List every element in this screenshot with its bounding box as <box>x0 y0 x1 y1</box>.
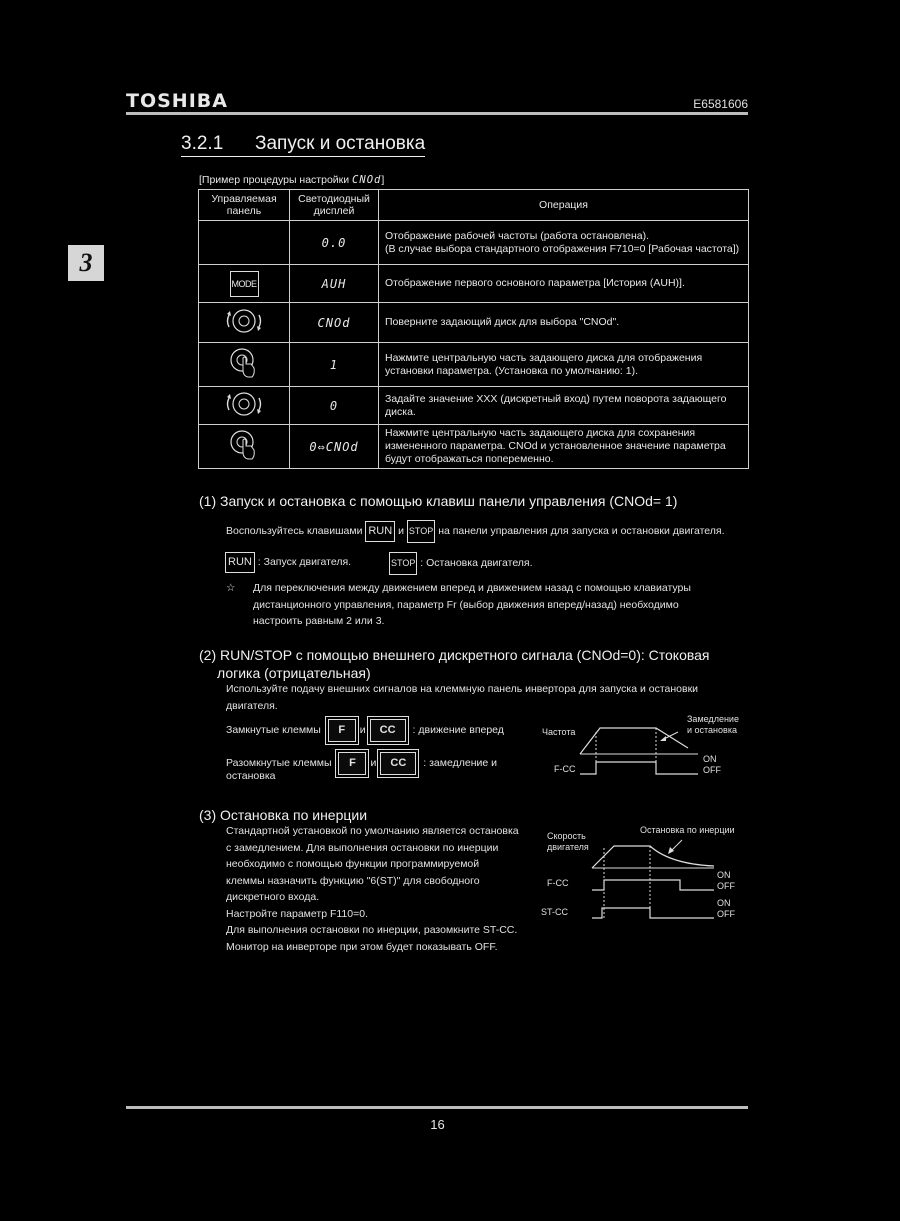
part1-text-a: Воспользуйтесь клавишами <box>226 525 363 537</box>
setup-procedure-table <box>198 189 749 469</box>
part2-heading <box>199 646 710 682</box>
body-line: клеммы назначить функцию "6(ST)" для свободного <box>226 874 480 887</box>
operation-cell <box>379 221 749 265</box>
note-line: дистанционного управления, параметр Fr (выбор движения вперед/назад) необходимо <box>253 598 679 611</box>
example-code: CNOd <box>352 174 382 186</box>
col-header-display: Светодиодный дисплей <box>290 190 379 221</box>
star-icon: ☆ <box>226 582 236 594</box>
freq-timing-diagram <box>580 722 700 782</box>
document-id: E6581606 <box>693 97 748 111</box>
part1-heading: (1) Запуск и остановка с помощью клавиш панели управления (CNOd= 1) <box>199 493 678 509</box>
table-row <box>199 425 749 469</box>
panel-cell <box>199 303 290 343</box>
panel-cell <box>199 425 290 469</box>
on-label: ON <box>717 870 731 880</box>
table-row <box>199 343 749 387</box>
operation-line: (В случае выбора стандартного отображения F710=0 [Рабочая частота]) <box>385 242 740 255</box>
terminal-f-icon: F <box>338 752 366 775</box>
note-line: настроить равным 2 или 3. <box>253 615 385 627</box>
run-legend <box>225 552 351 573</box>
and-word: и <box>370 757 377 769</box>
closed-label: Замкнутые клеммы <box>226 724 321 736</box>
heading-line: логика (отрицательная) <box>217 665 371 681</box>
open-result: : замедление и <box>423 757 497 769</box>
speed-label <box>547 831 589 853</box>
fcc-label: F-CC <box>554 764 576 774</box>
part3-heading: (3) Остановка по инерции <box>199 807 368 823</box>
part2-intro <box>226 681 698 714</box>
on-label: ON <box>717 898 731 908</box>
coast-timing-diagram <box>592 838 716 922</box>
decel-line: Замедление <box>687 714 739 724</box>
and-word: и <box>398 525 404 537</box>
example-suffix: ] <box>381 174 385 186</box>
body-line: Настройте параметр F110=0. <box>226 907 368 920</box>
intro-line: Используйте подачу внешних сигналов на клеммную панель инвертора для запуска и остановки <box>226 683 699 695</box>
intro-line: двигателя. <box>226 699 278 712</box>
closed-result: : движение вперед <box>412 724 504 736</box>
table-row <box>199 221 749 265</box>
off-label: OFF <box>717 909 735 919</box>
decel-line: и остановка <box>687 725 737 735</box>
section-number: 3.2.1 <box>181 133 224 154</box>
operation-cell: Задайте значение XXX (дискретный вход) путем поворота задающего диска. <box>379 387 749 425</box>
coast-label: Остановка по инерции <box>640 825 735 835</box>
closed-terminals-row <box>226 719 504 742</box>
body-line: Стандартной установкой по умолчанию является остановка <box>226 825 519 837</box>
operation-cell: Поверните задающий диск для выбора "CNOd". <box>379 303 749 343</box>
table-row <box>199 265 749 303</box>
body-line: необходимо с помощью функции программируемой <box>226 858 480 870</box>
table-row <box>199 387 749 425</box>
part1-text-b: на панели управления для запуска и остановки двигателя. <box>438 525 725 537</box>
led-display-value: 0.0 <box>290 221 379 265</box>
and-word: и <box>359 724 366 736</box>
terminal-cc-icon: CC <box>370 719 406 742</box>
stcc-label: ST-CC <box>541 907 568 917</box>
led-display-value: 1 <box>290 343 379 387</box>
dial-press-icon <box>224 428 264 462</box>
section-title-underline <box>181 156 425 157</box>
example-caption <box>199 174 384 186</box>
dial-press-icon <box>224 346 264 380</box>
panel-cell <box>199 387 290 425</box>
body-line: дискретного входа. <box>226 891 320 903</box>
brand-logo: TOSHIBA <box>126 90 228 112</box>
off-label: OFF <box>717 881 735 891</box>
open-label-continued: остановка <box>226 770 276 782</box>
terminal-f-icon: F <box>328 719 356 742</box>
off-label: OFF <box>703 765 721 775</box>
led-display-value: CNOd <box>290 303 379 343</box>
led-display-value: AUH <box>290 265 379 303</box>
page-number: 16 <box>430 1117 445 1132</box>
part1-instruction <box>226 520 725 543</box>
stop-legend <box>389 552 533 575</box>
run-key-icon: RUN <box>365 521 395 542</box>
dial-rotate-icon <box>222 306 266 336</box>
operation-cell: Нажмите центральную часть задающего диска для сохранения измененного параметра. CNOd и установленное значение параметра будут отображаться попеременно. <box>379 425 749 469</box>
footer-rule <box>126 1106 748 1109</box>
stop-key-icon: STOP <box>389 552 417 575</box>
operation-cell: Отображение первого основного параметра [История (AUH)]. <box>379 265 749 303</box>
section-title <box>181 133 425 155</box>
col-header-panel: Управляемая панель <box>199 190 290 221</box>
header-rule <box>126 112 748 115</box>
terminal-cc-icon: CC <box>380 752 416 775</box>
col-header-operation: Операция <box>379 190 749 221</box>
stop-key-icon: STOP <box>407 520 435 543</box>
section-title-text: Запуск и остановка <box>255 133 426 154</box>
example-prefix: [Пример процедуры настройки <box>199 174 353 186</box>
led-display-value: 0 <box>290 387 379 425</box>
open-label: Разомкнутые клеммы <box>226 757 332 769</box>
run-description: : Запуск двигателя. <box>257 556 352 568</box>
panel-cell <box>199 343 290 387</box>
table-row <box>199 303 749 343</box>
run-key-icon: RUN <box>225 552 255 573</box>
operation-line: Отображение рабочей частоты (работа остановлена). <box>385 229 650 242</box>
speed-line: Скорость <box>547 831 586 841</box>
body-line: с замедлением. Для выполнения остановки по инерции <box>226 841 499 854</box>
body-line: Для выполнения остановки по инерции, разомкните ST-CC. <box>226 924 518 936</box>
mode-key-icon: MODE <box>230 271 259 297</box>
led-display-value: 0⇔CNOd <box>290 425 379 469</box>
fcc-label: F-CC <box>547 878 569 888</box>
panel-cell <box>199 265 290 303</box>
note-line: Для переключения между движением вперед и движением назад с помощью клавиатуры <box>253 582 691 594</box>
body-line: Монитор на инверторе при этом будет показывать OFF. <box>226 940 498 953</box>
speed-line: двигателя <box>547 842 589 852</box>
chapter-tab: 3 <box>68 245 104 281</box>
heading-line: (2) RUN/STOP с помощью внешнего дискретного сигнала (CNOd=0): Стоковая <box>199 647 710 663</box>
operation-cell: Нажмите центральную часть задающего диска для отображения установки параметра. (Установка по умолчанию: 1). <box>379 343 749 387</box>
on-label: ON <box>703 754 717 764</box>
stop-description: : Остановка двигателя. <box>420 557 533 569</box>
table-header-row <box>199 190 749 221</box>
freq-label: Частота <box>542 727 576 737</box>
dial-rotate-icon <box>222 389 266 419</box>
part1-note <box>253 580 691 630</box>
part3-body <box>226 823 519 955</box>
panel-cell-empty <box>199 221 290 265</box>
